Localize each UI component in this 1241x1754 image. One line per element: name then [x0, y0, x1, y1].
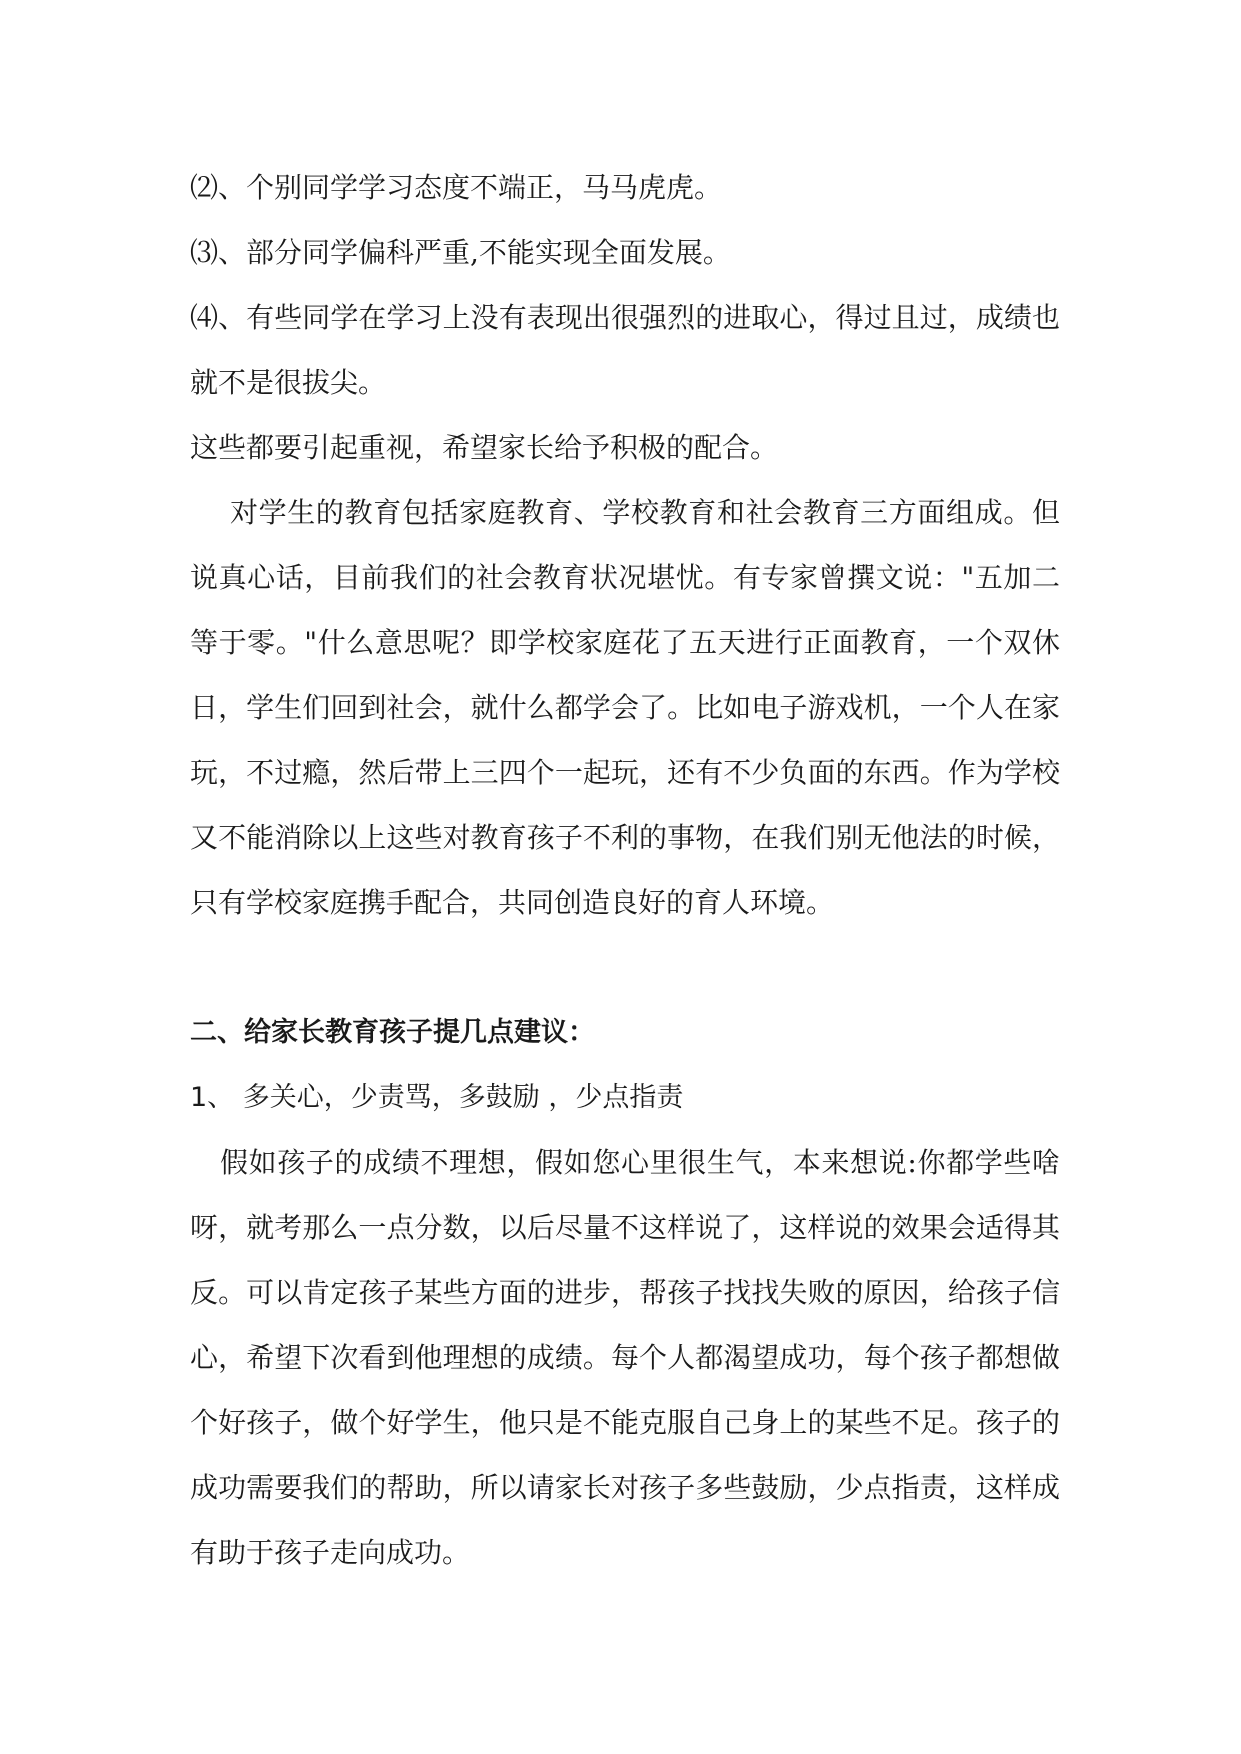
suggestion-1-paragraph: 假如孩子的成绩不理想，假如您心里很生气，本来想说:你都学些啥呀，就考那么一点分数，以后尽量不这样说了，这样说的效果会适得其反。可以肯定孩子某些方面的进步，帮孩子找找失败的原因，给孩子信心，希望下次看到他理想的成绩。每个人都渴望成功，每个孩子都想做个好孩子，做个好学生，他只是不能克服自己身上的某些不足。孩子的成功需要我们的帮助，所以请家长对孩子多些鼓励，少点指责，这样成有助于孩子走向成功。 — [190, 1146, 1060, 1569]
list-item-3: ⑶、部分同学偏科严重,不能实现全面发展。 — [190, 236, 731, 269]
suggestion-1-title: 1、 多关心，少责骂，多鼓励 ，少点指责 — [190, 1082, 684, 1113]
closing-sentence: 这些都要引起重视，希望家长给予积极的配合。 — [190, 431, 779, 464]
document-body — [190, 155, 1060, 1585]
education-paragraph: 对学生的教育包括家庭教育、学校教育和社会教育三方面组成。但说真心话，目前我们的社会教育状况堪忧。有专家曾撰文说："五加二等于零。"什么意思呢？即学校家庭花了五天进行正面教育，一个双休日，学生们回到社会，就什么都学会了。比如电子游戏机，一个人在家玩，不过瘾，然后带上三四个一起玩，还有不少负面的东西。作为学校又不能消除以上这些对教育孩子不利的事物，在我们别无他法的时候，只有学校家庭携手配合，共同创造良好的育人环境。 — [190, 496, 1060, 919]
list-item-2: ⑵、个别同学学习态度不端正，马马虎虎。 — [190, 171, 723, 204]
section-gap — [190, 935, 1060, 1000]
list-item-4: ⑷、有些同学在学习上没有表现出很强烈的进取心，得过且过，成绩也就不是很拔尖。 — [190, 301, 1060, 399]
section-heading: 二、给家长教育孩子提几点建议： — [190, 1017, 595, 1048]
